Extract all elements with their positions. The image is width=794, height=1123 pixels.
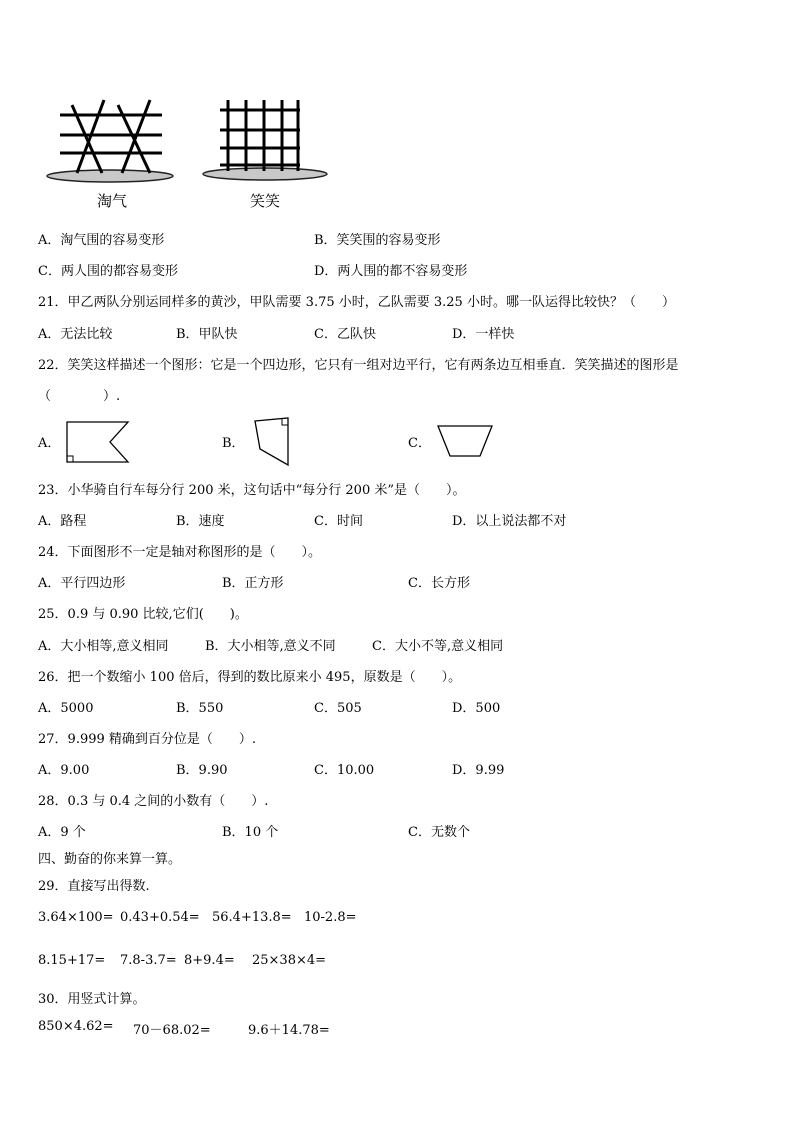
q26-option-b: B．550 xyxy=(176,701,224,716)
q21-option-d: D．一样快 xyxy=(452,327,515,342)
q26-option-a: A．5000 xyxy=(38,701,94,716)
q22-option-c: C． xyxy=(408,436,431,451)
q29-expr: 56.4+13.8= xyxy=(212,910,292,925)
q21-option-c: C．乙队快 xyxy=(314,327,376,342)
q28-stem: 28．0.3 与 0.4 之间的小数有（ ）. xyxy=(38,794,269,809)
q25-option-a: A．大小相等,意义相同 xyxy=(38,639,169,654)
q22-stem-blank: （ ）. xyxy=(38,389,121,404)
q27-option-c: C．10.00 xyxy=(314,763,375,778)
q30-stem: 30．用竖式计算。 xyxy=(38,992,146,1007)
q23-option-b: B．速度 xyxy=(176,514,225,529)
q23-stem: 23．小华骑自行车每分行 200 米，这句话中“每分行 200 米”是（ ）。 xyxy=(38,483,466,498)
q29-expr: 25×38×4= xyxy=(252,953,327,968)
q26-option-d: D．500 xyxy=(452,701,501,716)
q23-option-d: D．以上说法都不对 xyxy=(452,514,567,529)
q28-option-a: A．9 个 xyxy=(38,825,86,840)
q29-expr: 0.43+0.54= xyxy=(120,910,200,925)
q20-option-d: D．两人围的都不容易变形 xyxy=(314,264,468,279)
q23-option-c: C．时间 xyxy=(314,514,363,529)
q22-shape-c-icon xyxy=(436,423,496,459)
q22-shape-a-icon xyxy=(64,419,134,465)
q25-stem: 25．0.9 与 0.90 比较,它们( )。 xyxy=(38,607,248,622)
q27-option-a: A．9.00 xyxy=(38,763,90,778)
q29-expr: 10-2.8= xyxy=(304,910,357,925)
q22-option-b: B． xyxy=(222,436,245,451)
q20-option-c: C．两人围的都容易变形 xyxy=(38,264,178,279)
q28-option-c: C．无数个 xyxy=(408,825,470,840)
fence-label-taoqi: 淘气 xyxy=(97,192,128,210)
q30-expr: 850×4.62= xyxy=(38,1019,114,1034)
q29-expr: 3.64×100= xyxy=(38,910,114,925)
q27-option-b: B．9.90 xyxy=(176,763,228,778)
q29-expr: 8.15+17= xyxy=(38,953,106,968)
q20-option-b: B．笑笑围的容易变形 xyxy=(314,233,441,248)
q22-shape-b-icon xyxy=(252,415,297,467)
fence-label-xiaoxiao: 笑笑 xyxy=(250,192,281,210)
q26-stem: 26．把一个数缩小 100 倍后，得到的数比原来小 495，原数是（ ）。 xyxy=(38,670,462,685)
q25-option-c: C．大小不等,意义相同 xyxy=(372,639,504,654)
q28-option-b: B．10 个 xyxy=(222,825,279,840)
q21-stem: 21．甲乙两队分别运同样多的黄沙，甲队需要 3.75 小时，乙队需要 3.25 小时。哪一队运得比较快？（ ） xyxy=(38,295,675,310)
q30-expr: 70－68.02= xyxy=(133,1023,211,1038)
q29-expr: 7.8-3.7= xyxy=(120,953,177,968)
q22-stem: 22．笑笑这样描述一个图形：它是一个四边形，它只有一组对边平行，它有两条边互相垂直．笑笑描述的图形是 xyxy=(38,358,679,373)
q27-option-d: D．9.99 xyxy=(452,763,505,778)
q29-stem: 29．直接写出得数. xyxy=(38,879,150,894)
fence-figure-taoqi xyxy=(42,95,182,185)
q29-expr: 8+9.4= xyxy=(184,953,235,968)
q21-option-b: B．甲队快 xyxy=(176,327,238,342)
q24-stem: 24．下面图形不一定是轴对称图形的是（ ）。 xyxy=(38,545,322,560)
q30-expr: 9.6＋14.78= xyxy=(248,1023,330,1038)
q21-option-a: A．无法比较 xyxy=(38,327,113,342)
fence-figure-xiaoxiao xyxy=(200,95,340,185)
q24-option-b: B．正方形 xyxy=(222,576,284,591)
q27-stem: 27．9.999 精确到百分位是（ ）. xyxy=(38,732,257,747)
q26-option-c: C．505 xyxy=(314,701,362,716)
q20-option-a: A．淘气围的容易变形 xyxy=(38,233,165,248)
q25-option-b: B．大小相等,意义不同 xyxy=(205,639,336,654)
section-4-title: 四、勤奋的你来算一算。 xyxy=(38,852,182,867)
q24-option-a: A．平行四边形 xyxy=(38,576,126,591)
q23-option-a: A．路程 xyxy=(38,514,87,529)
q22-option-a: A． xyxy=(38,436,61,451)
q24-option-c: C．长方形 xyxy=(408,576,470,591)
